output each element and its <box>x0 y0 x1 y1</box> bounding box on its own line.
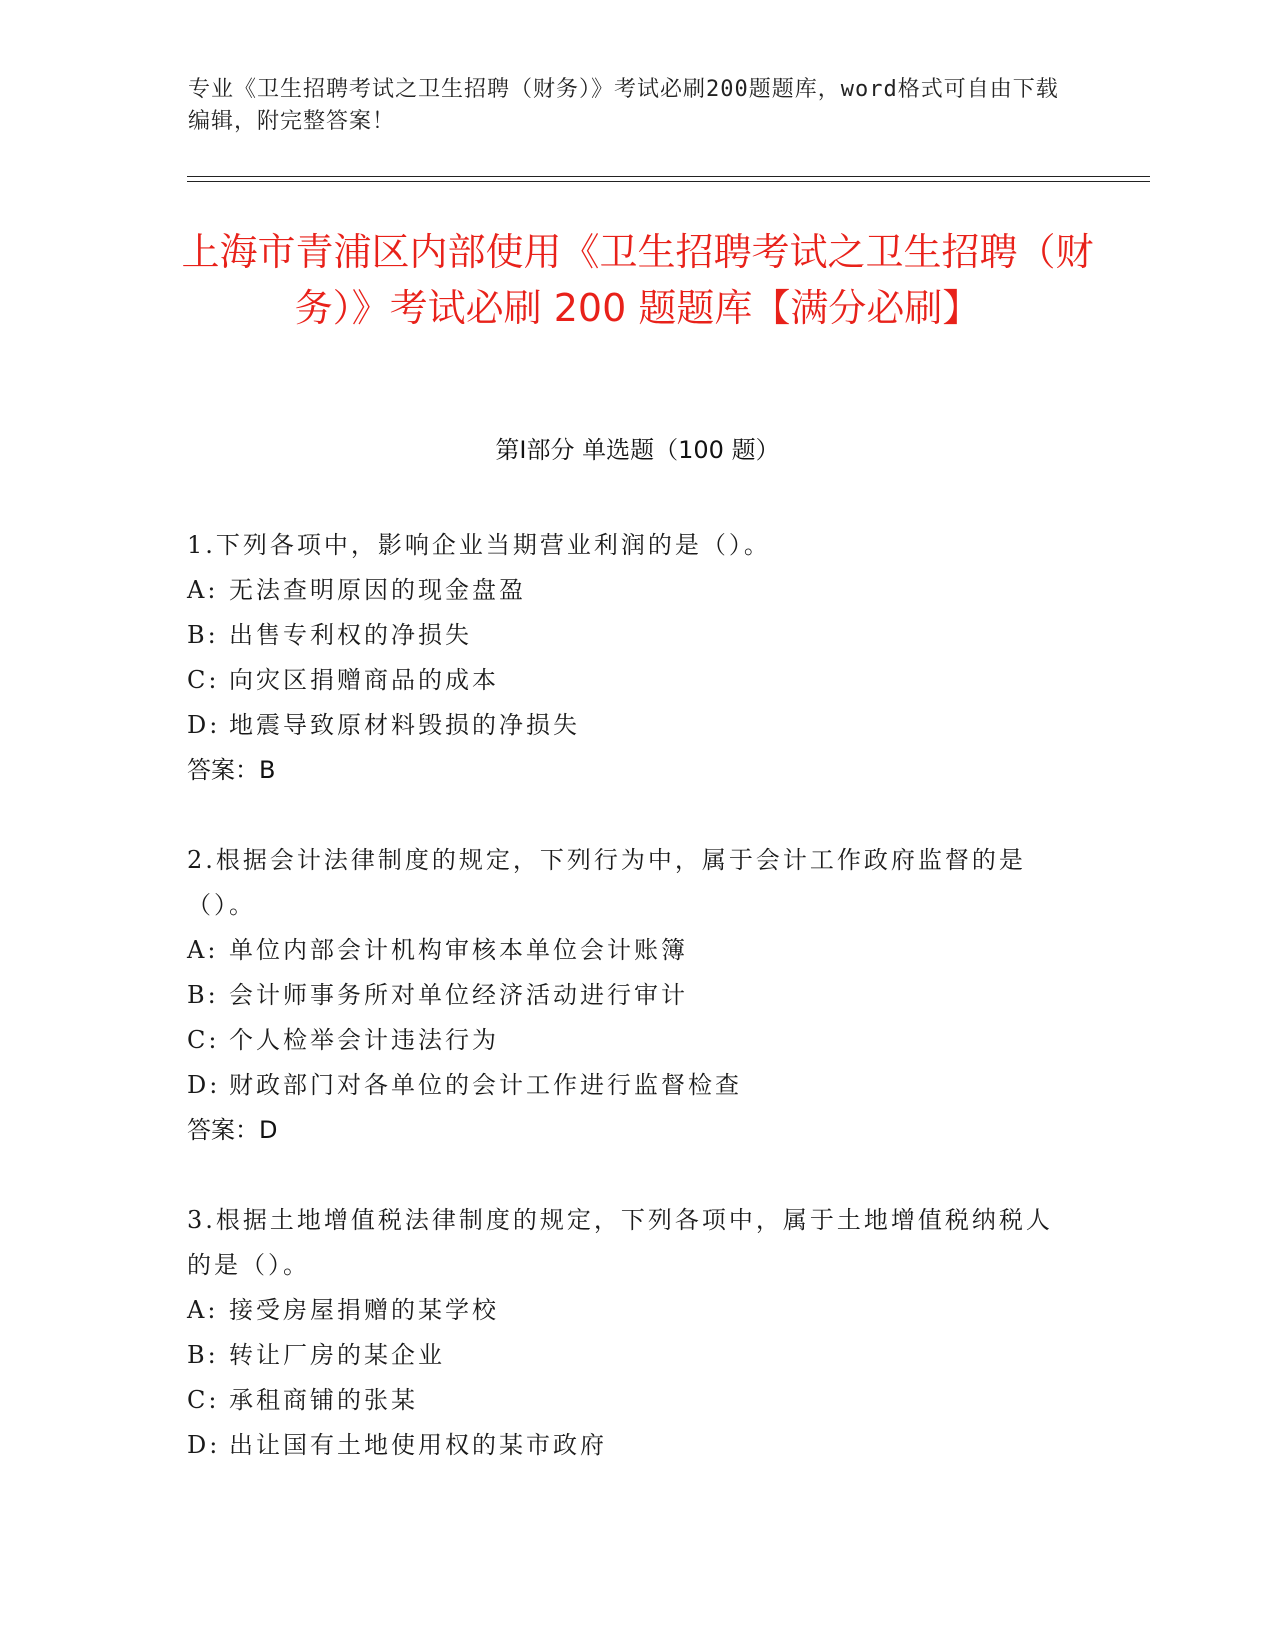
question-list <box>187 523 1067 1513</box>
option-text: 财政部门对各单位的会计工作进行监督检查 <box>229 1071 742 1099</box>
option-letter: D: <box>187 1071 221 1099</box>
option-c <box>187 658 1067 703</box>
option-text: 会计师事务所对单位经济活动进行审计 <box>229 981 688 1009</box>
option-letter: C: <box>187 666 220 694</box>
option-text: 转让厂房的某企业 <box>229 1341 445 1369</box>
option-a <box>187 928 1067 973</box>
section-title: 第Ⅰ部分 单选题（100 题） <box>495 436 780 464</box>
option-b <box>187 973 1067 1018</box>
header-divider-top <box>187 176 1150 177</box>
option-letter: C: <box>187 1386 220 1414</box>
option-letter: D: <box>187 1431 221 1459</box>
option-letter: D: <box>187 711 221 739</box>
option-text: 出售专利权的净损失 <box>229 621 472 649</box>
answer-label: 答案：B <box>187 756 276 784</box>
option-letter: A: <box>187 1296 219 1324</box>
option-a <box>187 568 1067 613</box>
question-3 <box>187 1198 1067 1468</box>
option-text: 承租商铺的张某 <box>229 1386 418 1414</box>
option-d <box>187 1063 1067 1108</box>
option-d <box>187 703 1067 748</box>
header-divider-bottom <box>187 181 1150 182</box>
option-c <box>187 1378 1067 1423</box>
option-text: 个人检举会计违法行为 <box>229 1026 499 1054</box>
option-text: 出让国有土地使用权的某市政府 <box>229 1431 607 1459</box>
option-text: 无法查明原因的现金盘盈 <box>229 576 526 604</box>
option-text: 向灾区捐赠商品的成本 <box>229 666 499 694</box>
question-stem: 1.下列各项中，影响企业当期营业利润的是（）。 <box>187 531 771 559</box>
option-a <box>187 1288 1067 1333</box>
question-stem: 2.根据会计法律制度的规定，下列行为中，属于会计工作政府监督的是（）。 <box>187 846 1026 919</box>
option-text: 地震导致原材料毁损的净损失 <box>229 711 580 739</box>
option-d <box>187 1423 1067 1468</box>
option-letter: A: <box>187 936 219 964</box>
document-title: 上海市青浦区内部使用《卫生招聘考试之卫生招聘（财务）》考试必刷 200 题题库【满分必刷】 <box>181 230 1094 330</box>
option-letter: B: <box>187 981 219 1009</box>
option-letter: B: <box>187 621 219 649</box>
option-letter: C: <box>187 1026 220 1054</box>
answer-label: 答案：D <box>187 1116 278 1144</box>
option-c <box>187 1018 1067 1063</box>
question-stem: 3.根据土地增值税法律制度的规定，下列各项中，属于土地增值税纳税人的是（）。 <box>187 1206 1053 1279</box>
question-2 <box>187 838 1067 1153</box>
option-letter: A: <box>187 576 219 604</box>
option-text: 单位内部会计机构审核本单位会计账簿 <box>229 936 688 964</box>
option-text: 接受房屋捐赠的某学校 <box>229 1296 499 1324</box>
header-note: 专业《卫生招聘考试之卫生招聘（财务）》考试必刷200题题库，word格式可自由下载编辑，附完整答案！ <box>188 77 1059 134</box>
option-b <box>187 1333 1067 1378</box>
option-b <box>187 613 1067 658</box>
question-1 <box>187 523 1067 793</box>
option-letter: B: <box>187 1341 219 1369</box>
